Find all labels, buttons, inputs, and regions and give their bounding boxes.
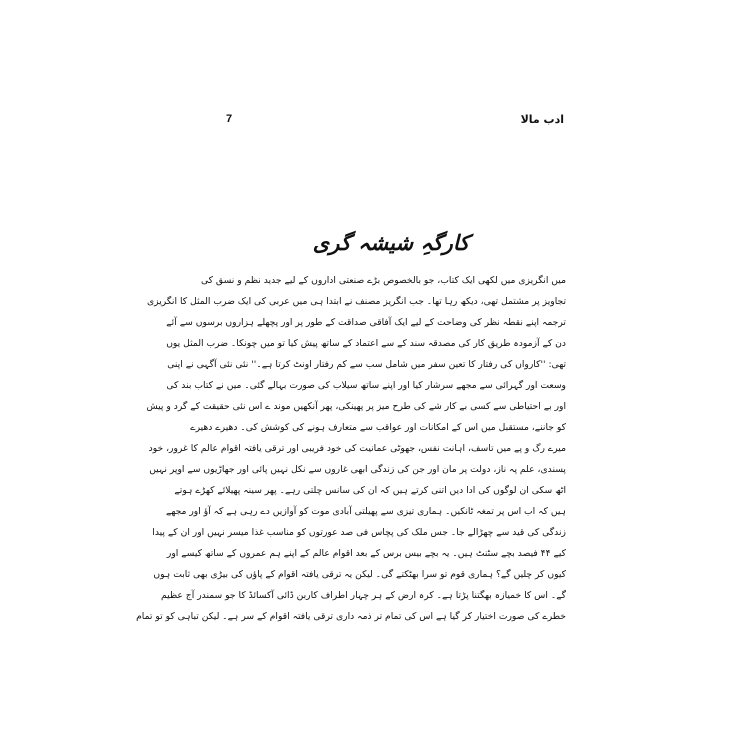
running-header-book-title: ادب مالا [520, 113, 564, 126]
chapter-title: کارگہِ شیشہ گری [312, 231, 470, 255]
text-line: کیے ۴۴ فیصد بچے سٹنٹ ہیں۔ یہ بچے بیس برس کے بعد اقوام عالم کے اپنے ہم عمروں کے ساتھ کیسے اور [166, 548, 566, 559]
text-line: خطرے کی صورت اختیار کر گیا ہے اس کی تمام تر ذمہ داری ترقی یافتہ اقوام کے سر ہے۔ لیکن تباہی کو تو تمام [136, 611, 566, 622]
text-line: گے۔ اس کا خمیازہ بھگتنا پڑتا ہے۔ کرہ ارض کے ہر چہار اطراف کاربن ڈائی آکسائڈ کا جو سمندر آج عظیم [160, 590, 566, 601]
body-text [136, 270, 566, 718]
text-line: دن کے آزمودہ طریق کار کی مصدقہ سند کے سے اعتماد کے ساتھ پیش کیا تو میں چونکا۔ ضرب المثل یوں [166, 338, 566, 349]
text-line: پسندی، علم پہ ناز، دولت پر مان اور جن کی زندگی ابھی غاروں سے نکل نہیں پائی اور جھاڑیوں سے اوپر نہیں [149, 464, 566, 475]
text-line: اٹھ سکی ان لوگوں کی ادا دیں اتنی کرتے ہیں کہ ان کی سانس چلتی رہے۔ پھر سینہ پھیلائے کھڑے ہوتے [174, 485, 566, 496]
page-header [218, 113, 564, 131]
text-line: تھی: ''کارواں کی رفتار کا تعین سفر میں شامل سب سے کم رفتار اونٹ کرتا ہے۔'' نئی نئی آگہی نے اپنی [167, 359, 566, 370]
page-number: 7 [226, 113, 233, 125]
text-line: زندگی کی قید سے چھڑالے جا۔ جس ملک کی پچاس فی صد عورتوں کو مناسب غذا میسر نہیں اور ان کے پیدا [152, 527, 566, 538]
text-line: میرے رگ و پے میں تاسف، اہانت نفس، جھوٹی عمانیت کی خود فریبی اور ترقی یافتہ اقوام عالم کا غرور، خود [148, 443, 566, 454]
text-line: تجاویز پر مشتمل تھی، دیکھ رہا تھا۔ جب انگریز مصنف نے ابتدا ہی میں عربی کی ایک ضرب المثل کا انگریزی [146, 296, 566, 307]
text-line: کیوں کر چلیں گے؟ ہماری قوم تو سرا بھٹکتے گی۔ لیکن یہ ترقی یافتہ اقوام کے پاؤں کی بیڑی بھی ثابت ہوں [153, 569, 566, 580]
text-line: وسعت اور گہرائی سے مجھے سرشار کیا اور اپنے ساتھ سیلاب کی صورت بہالے گئی۔ میں نے کتاب بند کی [166, 380, 566, 391]
text-line: میں انگریزی میں لکھی ایک کتاب، جو بالخصوص بڑے صنعتی اداروں کے لیے جدید نظم و نسق کی [200, 275, 566, 286]
text-line: ترجمہ اپنے نقطہ نظر کی وضاحت کے لیے ایک آفاقی صداقت کے طور پر اور پچھلے ہزاروں برسوں سے آئے [166, 317, 566, 328]
text-line: کو جاننے، مستقبل میں اس کے امکانات اور عواقب سے متعارف ہونے کی کوشش کی۔ دھیرے دھیرے [190, 422, 566, 433]
text-line: اور بے احتیاطی سے کسی بے کار شے کی طرح میز پر پھینکی، پھر آنکھیں موند ے اس نئی حقیقت کے گرد و پیش [146, 401, 566, 412]
text-line: ہیں کہ اب اس پر تمغہ ٹانکیں۔ ہماری تیزی سے پھیلتی آبادی موت کو آوازیں دے رہی ہے کہ آؤ اور مجھے [165, 506, 566, 517]
